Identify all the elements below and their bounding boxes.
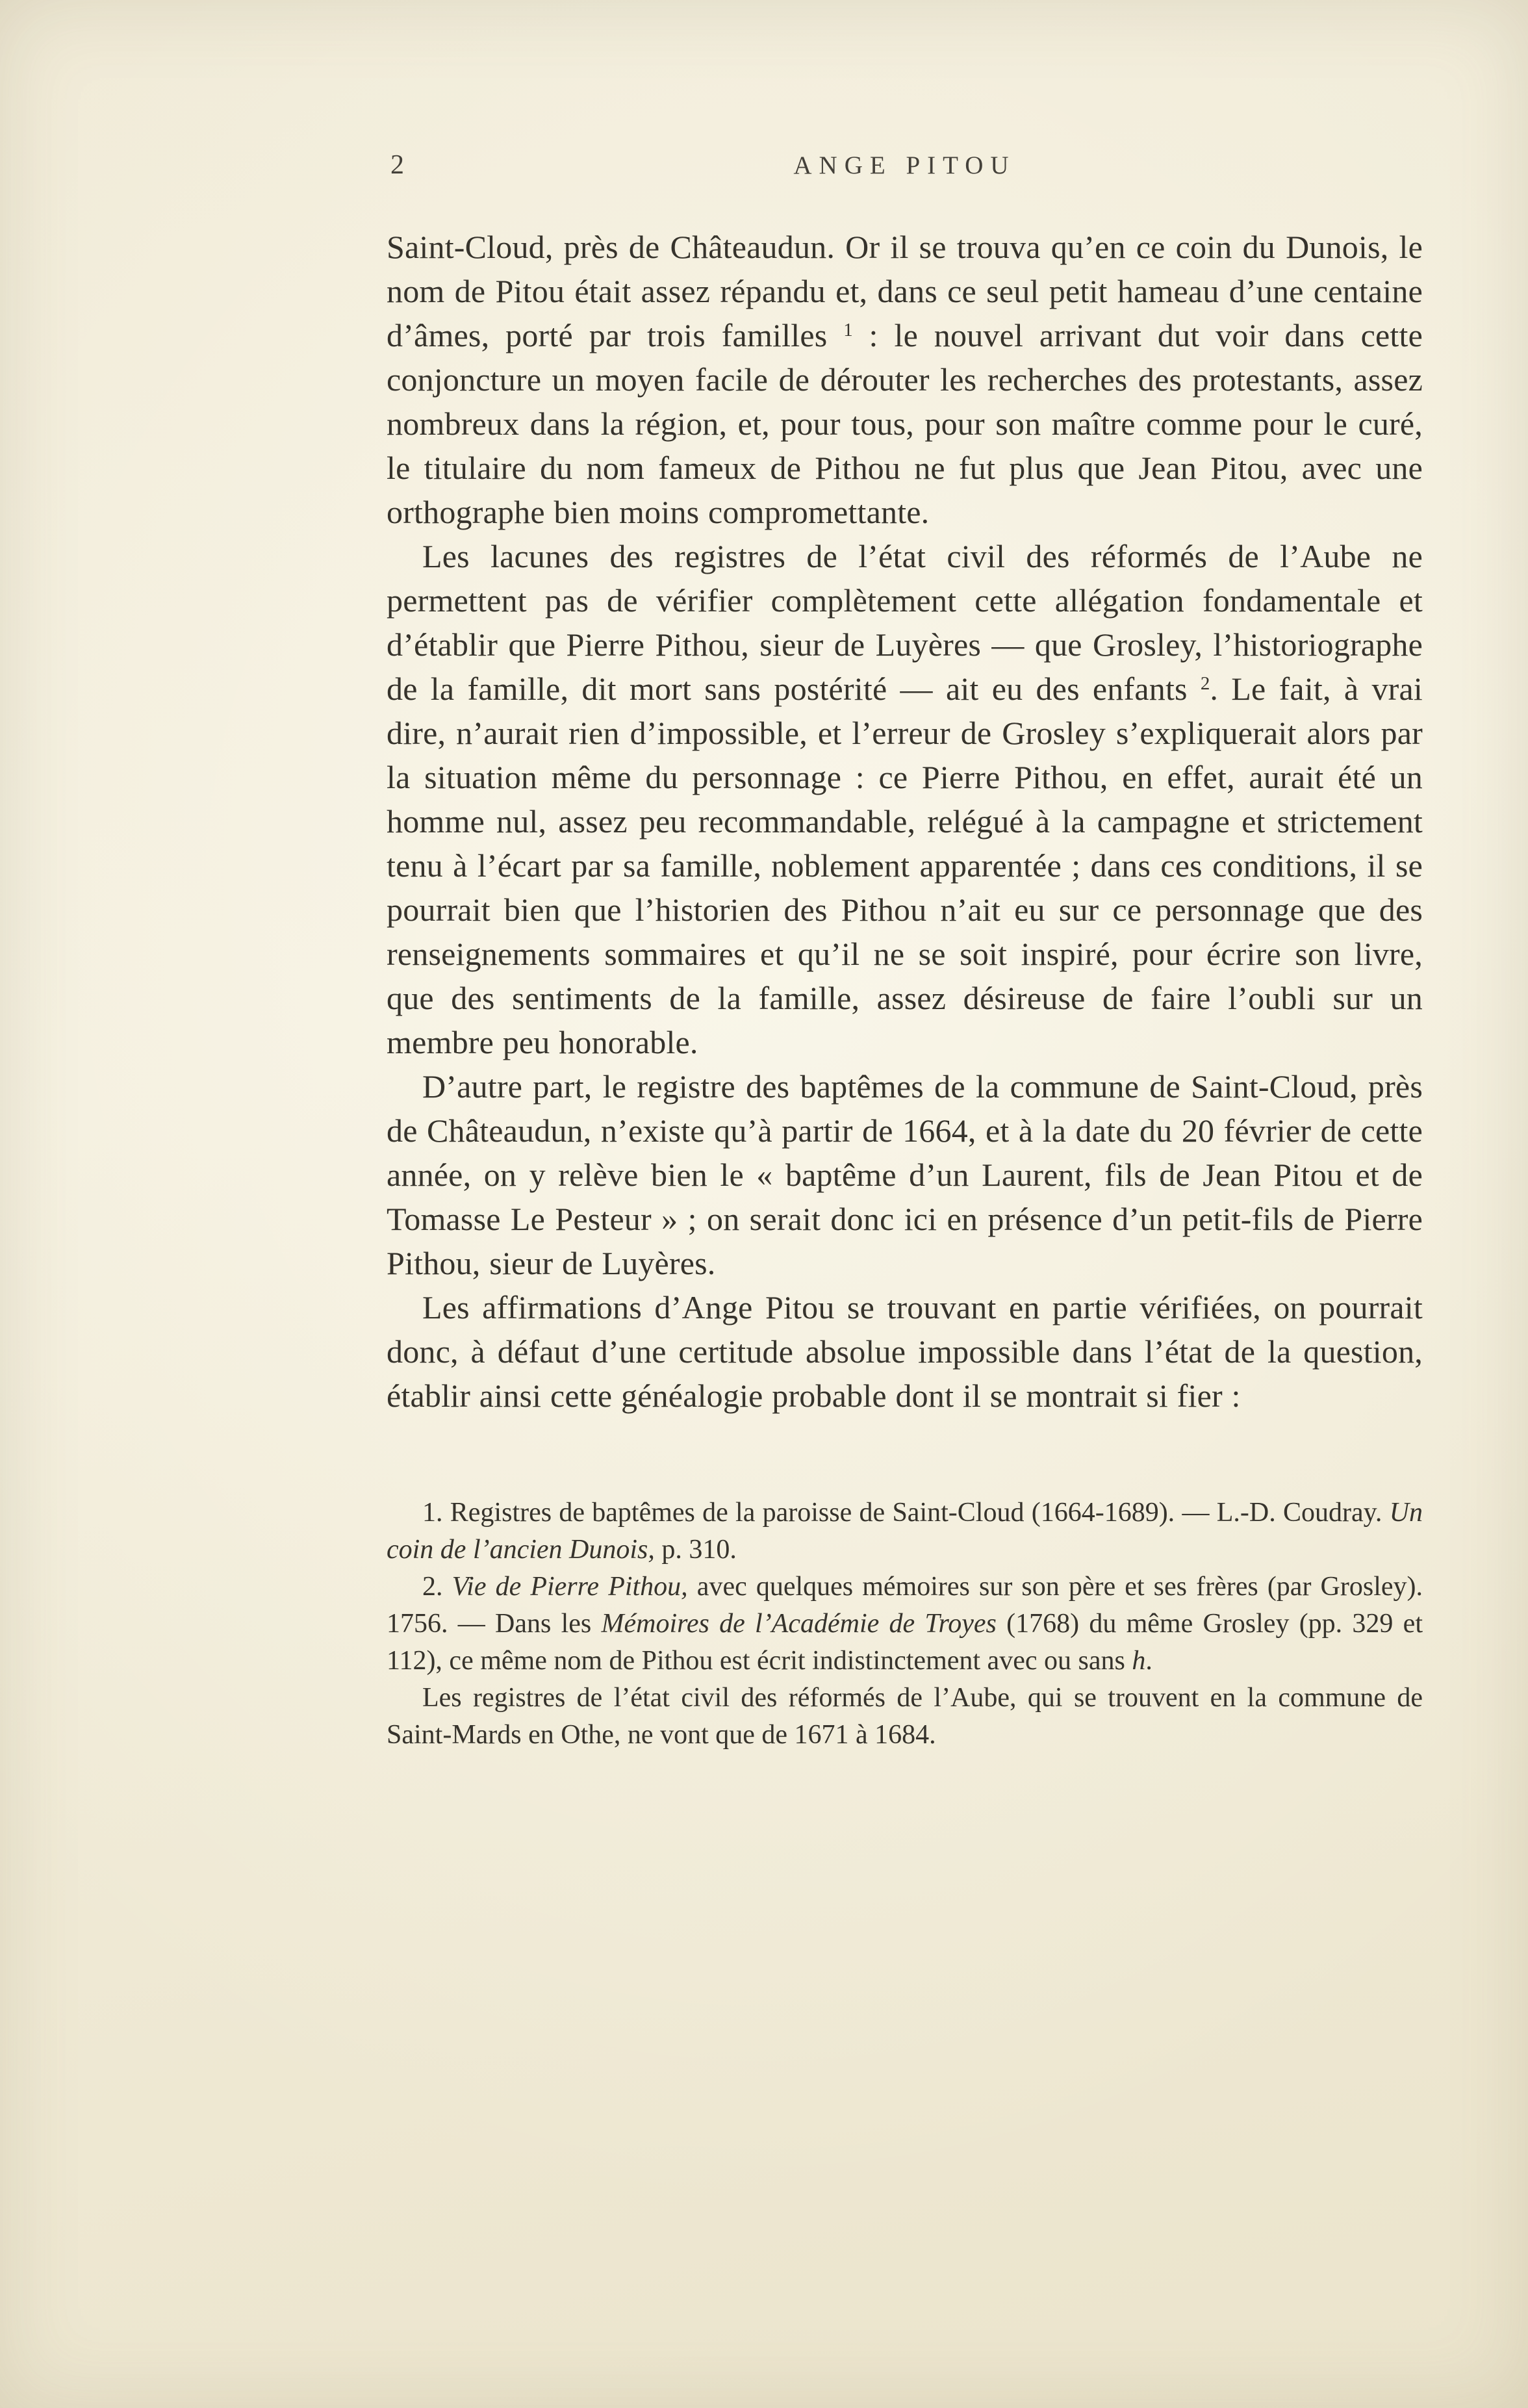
text-run: . Le fait, à vrai dire, n’aurait rien d’impossible, et l’erreur de Grosley s’expliquerait alors par la situation même du personnage : ce Pierre Pithou, en effet, aurait été un homme nul, assez peu recommandable, relégué à la campagne et strictement tenu à l’écart par sa famille, noblement apparentée ; dans ces conditions, il se pourrait bien que l’historien des Pithou n’ait eu sur ce personnage que des renseignements sommaires et qu’il ne se soit inspiré, pour écrire son livre, que des sentiments de la famille, assez désireuse de faire l’oubli sur un membre peu honorable. [387,671,1423,1060]
footnote [387,1680,1423,1754]
footnote [387,1494,1423,1569]
italic-text: h [1132,1646,1146,1676]
text-run: avec quelques mémoires sur son père et ses frères (par Grosley). 1756. — Dans les [387,1572,1423,1639]
body-paragraph [387,1064,1423,1285]
page-number: 2 [390,150,404,180]
footnotes [387,1494,1423,1754]
footnote [387,1569,1423,1680]
italic-text: Vie de Pierre Pithou, [452,1572,688,1602]
text-run: Les affirmations d’Ange Pitou se trouvant en partie vérifiées, on pourrait donc, à défaut d’une certitude absolue impossible dans l’état de la question, établir ainsi cette généalogie probable dont il se montrait si fier : [387,1289,1423,1414]
text-run: p. 310. [654,1535,737,1565]
body-paragraph [387,225,1423,534]
text-run: : le nouvel arrivant dut voir dans cette conjoncture un moyen facile de dérouter les recherches des protestants, assez nombreux dans la région, et, pour tous, pour son maître comme pour le curé, le titulaire du nom fameux de Pithou ne fut plus que Jean Pitou, avec une orthographe bien moins compromettante. [387,317,1423,530]
body-paragraph [387,534,1423,1064]
text-run: Saint-Cloud, près de Châteaudun. Or il se trouva qu’en ce coin du Dunois, le nom de Pitou était assez répandu et, dans ce seul petit hameau d’une centaine d’âmes, porté par trois familles [387,229,1423,353]
text-run: 1. Registres de baptêmes de la paroisse de Saint-Cloud (1664-1689). — L.-D. Coudray. [422,1498,1390,1528]
text-run: 2. [422,1572,452,1602]
text-run: Les registres de l’état civil des réformés de l’Aube, qui se trouvent en la commune de Saint-Mards en Othe, ne vont que de 1671 à 1684. [387,1683,1423,1750]
footnote-ref: 1 [843,320,853,341]
text-run: D’autre part, le registre des baptêmes de la commune de Saint-Cloud, près de Châteaudun, n’existe qu’à partir de 1664, et à la date du 20 février de cette année, on y relève bien le « baptême d’un Laurent, fils de Jean Pitou et de Tomasse Le Pesteur » ; on serait donc ici en présence d’un petit-fils de Pierre Pithou, sieur de Luyères. [387,1068,1423,1281]
running-title: ANGE PITOU [793,151,1016,179]
text-run: (1768) du même Grosley (pp. 329 et 112), ce même nom de Pithou est écrit indistinctement avec ou sans [387,1609,1423,1676]
running-head [387,144,1423,183]
body-paragraph [387,1285,1423,1418]
text-run: Les lacunes des registres de l’état civil des réformés de l’Aube ne permettent pas de vérifier complètement cette allégation fondamentale et d’établir que Pierre Pithou, sieur de Luyères — que Grosley, l’historiographe de la famille, dit mort sans postérité — ait eu des enfants [387,538,1423,707]
italic-text: Un coin de l’ancien Dunois, [387,1498,1423,1565]
footnote-ref: 2 [1200,673,1210,695]
text-run: . [1145,1646,1152,1676]
italic-text: Mémoires de l’Académie de Troyes [601,1609,997,1639]
main-text [387,225,1423,1418]
page-content [387,144,1423,1754]
